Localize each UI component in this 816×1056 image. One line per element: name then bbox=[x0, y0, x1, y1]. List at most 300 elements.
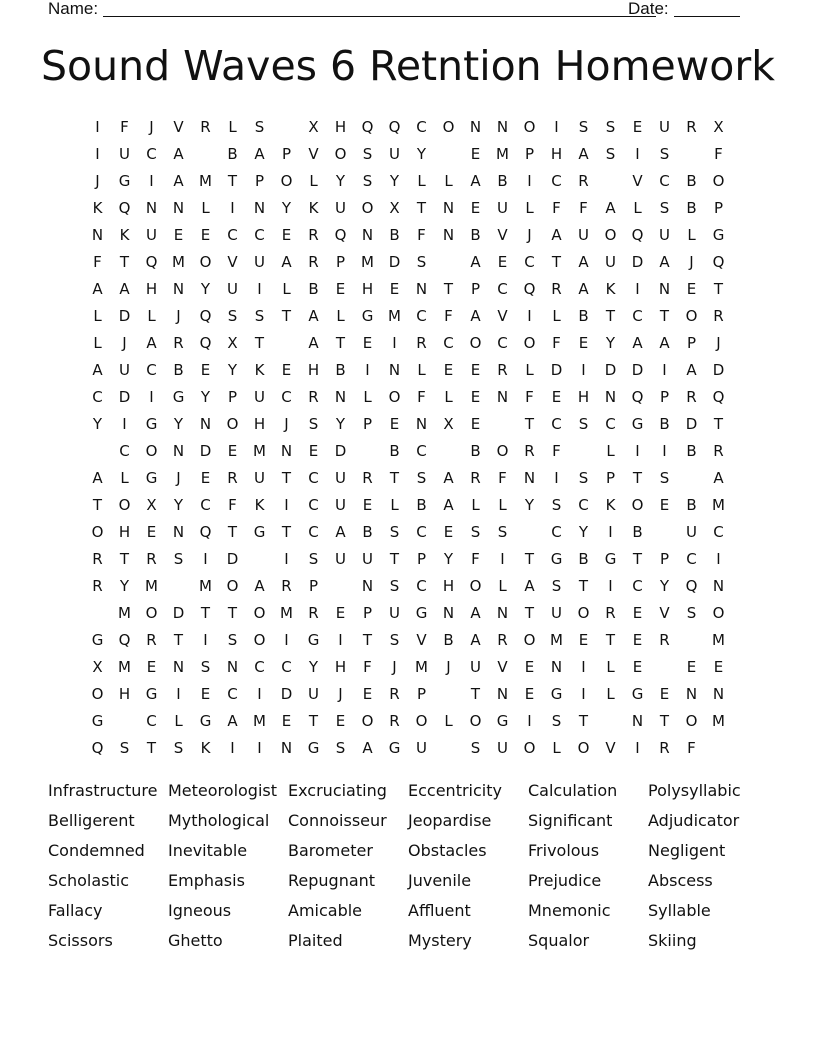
grid-letter: E bbox=[200, 685, 211, 703]
grid-letter: T bbox=[524, 604, 535, 622]
word-list bbox=[48, 776, 768, 956]
grid-letter: C bbox=[227, 685, 238, 703]
grid-letter: I bbox=[122, 415, 127, 433]
grid-letter: J bbox=[527, 226, 532, 244]
grid-letter: R bbox=[659, 631, 670, 649]
grid-letter: S bbox=[470, 523, 481, 541]
word-list-item: Inevitable bbox=[168, 841, 248, 860]
grid-letter: E bbox=[443, 523, 454, 541]
grid-letter: Q bbox=[388, 118, 401, 136]
grid-letter: E bbox=[335, 280, 346, 298]
grid-letter: A bbox=[308, 334, 319, 352]
grid-letter: Y bbox=[308, 658, 319, 676]
grid-letter: F bbox=[228, 496, 237, 514]
grid-letter: N bbox=[415, 415, 428, 433]
grid-letter: R bbox=[497, 631, 508, 649]
grid-letter: O bbox=[145, 604, 158, 622]
grid-letter: L bbox=[390, 496, 399, 514]
grid-letter: G bbox=[415, 604, 428, 622]
grid-letter: B bbox=[686, 442, 697, 460]
grid-letter: U bbox=[416, 739, 427, 757]
grid-letter: L bbox=[93, 307, 102, 325]
grid-letter: E bbox=[308, 442, 319, 460]
word-list-item: Connoisseur bbox=[288, 811, 387, 830]
grid-letter: T bbox=[524, 415, 535, 433]
grid-letter: S bbox=[659, 199, 670, 217]
grid-letter: P bbox=[524, 145, 535, 163]
grid-letter: B bbox=[335, 361, 346, 379]
grid-letter: A bbox=[578, 145, 589, 163]
grid-letter: C bbox=[92, 388, 103, 406]
grid-letter: B bbox=[659, 415, 670, 433]
grid-letter bbox=[84, 438, 111, 465]
grid-letter: F bbox=[120, 118, 129, 136]
grid-letter: P bbox=[362, 415, 373, 433]
grid-letter: U bbox=[551, 604, 562, 622]
grid-letter: O bbox=[577, 604, 590, 622]
grid-letter bbox=[435, 438, 462, 465]
grid-letter: Q bbox=[712, 253, 725, 271]
grid-letter: P bbox=[659, 550, 670, 568]
word-list-item: Negligent bbox=[648, 841, 726, 860]
grid-letter: I bbox=[662, 442, 667, 460]
grid-letter bbox=[435, 141, 462, 168]
grid-letter bbox=[678, 465, 705, 492]
grid-letter: O bbox=[253, 631, 266, 649]
grid-letter: J bbox=[176, 469, 181, 487]
grid-letter: G bbox=[631, 415, 644, 433]
grid-letter: Q bbox=[361, 118, 374, 136]
grid-letter: O bbox=[118, 496, 131, 514]
grid-letter: Q bbox=[91, 739, 104, 757]
grid-letter: N bbox=[442, 226, 455, 244]
grid-letter: A bbox=[254, 577, 265, 595]
grid-letter: K bbox=[200, 739, 211, 757]
grid-letter: B bbox=[686, 496, 697, 514]
grid-letter: O bbox=[388, 388, 401, 406]
grid-letter: L bbox=[633, 199, 642, 217]
grid-letter: C bbox=[497, 280, 508, 298]
grid-letter: R bbox=[551, 280, 562, 298]
grid-letter: G bbox=[307, 739, 320, 757]
grid-letter: N bbox=[496, 118, 509, 136]
grid-letter: V bbox=[173, 118, 184, 136]
grid-letter: L bbox=[417, 361, 426, 379]
grid-letter: J bbox=[176, 307, 181, 325]
grid-letter: N bbox=[496, 388, 509, 406]
grid-letter: I bbox=[338, 631, 343, 649]
grid-letter: U bbox=[389, 604, 400, 622]
grid-letter: I bbox=[662, 361, 667, 379]
grid-letter: G bbox=[91, 712, 104, 730]
grid-letter: E bbox=[389, 280, 400, 298]
grid-letter: L bbox=[120, 469, 129, 487]
grid-letter: T bbox=[281, 523, 292, 541]
grid-letter: M bbox=[172, 253, 185, 271]
grid-letter: U bbox=[335, 469, 346, 487]
grid-letter: N bbox=[91, 226, 104, 244]
grid-letter: C bbox=[416, 577, 427, 595]
grid-letter: T bbox=[227, 172, 238, 190]
grid-letter: S bbox=[578, 469, 589, 487]
grid-letter: R bbox=[389, 685, 400, 703]
grid-letter: Q bbox=[631, 226, 644, 244]
grid-letter: S bbox=[173, 739, 184, 757]
word-list-item: Abscess bbox=[648, 871, 713, 890]
grid-letter: F bbox=[714, 145, 723, 163]
grid-letter: U bbox=[308, 685, 319, 703]
grid-letter: C bbox=[524, 253, 535, 271]
grid-letter: P bbox=[254, 172, 265, 190]
grid-letter: T bbox=[389, 469, 400, 487]
grid-letter: E bbox=[470, 199, 481, 217]
grid-letter: I bbox=[635, 739, 640, 757]
grid-letter: X bbox=[389, 199, 400, 217]
word-list-item: Meteorologist bbox=[168, 781, 278, 800]
grid-letter: V bbox=[632, 172, 643, 190]
grid-letter: U bbox=[686, 523, 697, 541]
word-list-item: Ghetto bbox=[168, 931, 223, 950]
grid-letter: T bbox=[254, 334, 265, 352]
grid-letter: L bbox=[444, 388, 453, 406]
grid-letter bbox=[354, 438, 381, 465]
grid-letter: P bbox=[308, 577, 319, 595]
grid-letter: U bbox=[254, 253, 265, 271]
grid-letter: T bbox=[227, 604, 238, 622]
grid-letter: T bbox=[119, 253, 130, 271]
grid-letter: M bbox=[550, 631, 563, 649]
grid-letter: P bbox=[713, 199, 724, 217]
grid-letter: J bbox=[149, 118, 154, 136]
grid-letter: K bbox=[605, 280, 616, 298]
grid-letter: B bbox=[416, 496, 427, 514]
grid-letter: M bbox=[496, 145, 509, 163]
grid-letter: C bbox=[146, 145, 157, 163]
grid-letter: R bbox=[524, 442, 535, 460]
grid-letter: F bbox=[552, 199, 561, 217]
grid-letter: R bbox=[713, 307, 724, 325]
grid-letter: H bbox=[361, 280, 374, 298]
grid-letter: G bbox=[307, 631, 320, 649]
grid-letter: R bbox=[281, 577, 292, 595]
grid-letter: N bbox=[496, 604, 509, 622]
grid-letter: Y bbox=[281, 199, 292, 217]
grid-letter: A bbox=[632, 334, 643, 352]
grid-letter: H bbox=[253, 415, 266, 433]
grid-letter bbox=[678, 627, 705, 654]
grid-letter: R bbox=[470, 469, 481, 487]
grid-letter: Q bbox=[631, 388, 644, 406]
grid-letter: I bbox=[149, 172, 154, 190]
grid-letter: I bbox=[176, 685, 181, 703]
grid-letter: A bbox=[335, 523, 346, 541]
grid-letter: S bbox=[659, 145, 670, 163]
grid-letter bbox=[84, 600, 111, 627]
grid-letter: R bbox=[686, 118, 697, 136]
grid-letter: E bbox=[227, 442, 238, 460]
grid-letter: G bbox=[199, 712, 212, 730]
grid-letter: I bbox=[527, 712, 532, 730]
grid-letter: R bbox=[173, 334, 184, 352]
grid-letter: Q bbox=[334, 226, 347, 244]
word-list-item: Mnemonic bbox=[528, 901, 611, 920]
grid-letter: L bbox=[525, 361, 534, 379]
grid-letter: T bbox=[92, 496, 103, 514]
grid-letter: N bbox=[496, 685, 509, 703]
grid-letter: O bbox=[280, 172, 293, 190]
word-list-item: Excruciating bbox=[288, 781, 387, 800]
grid-letter: R bbox=[578, 172, 589, 190]
grid-letter: Y bbox=[335, 172, 346, 190]
grid-letter: N bbox=[712, 685, 725, 703]
grid-letter: O bbox=[469, 712, 482, 730]
grid-letter: I bbox=[284, 550, 289, 568]
grid-letter: O bbox=[145, 442, 158, 460]
grid-letter bbox=[435, 249, 462, 276]
grid-letter: V bbox=[416, 631, 427, 649]
grid-letter: L bbox=[552, 307, 561, 325]
grid-letter: P bbox=[281, 145, 292, 163]
grid-letter bbox=[651, 654, 678, 681]
grid-letter: M bbox=[253, 442, 266, 460]
grid-letter bbox=[651, 519, 678, 546]
grid-letter: E bbox=[524, 685, 535, 703]
grid-letter: E bbox=[713, 658, 724, 676]
grid-letter: O bbox=[334, 145, 347, 163]
grid-letter: R bbox=[308, 388, 319, 406]
grid-letter: G bbox=[361, 307, 374, 325]
grid-letter: E bbox=[524, 658, 535, 676]
grid-letter: I bbox=[257, 685, 262, 703]
word-list-item: Jeopardise bbox=[408, 811, 492, 830]
grid-letter: K bbox=[308, 199, 319, 217]
grid-letter: D bbox=[226, 550, 239, 568]
grid-letter: C bbox=[308, 496, 319, 514]
grid-letter: C bbox=[416, 442, 427, 460]
grid-letter: T bbox=[632, 550, 643, 568]
grid-letter: S bbox=[335, 739, 346, 757]
grid-letter: R bbox=[200, 118, 211, 136]
grid-letter: C bbox=[578, 496, 589, 514]
grid-letter: S bbox=[362, 145, 373, 163]
grid-letter: L bbox=[282, 280, 291, 298]
grid-letter: M bbox=[199, 577, 212, 595]
grid-letter: A bbox=[605, 199, 616, 217]
grid-letter: T bbox=[416, 199, 427, 217]
grid-letter: J bbox=[392, 658, 397, 676]
grid-letter: U bbox=[119, 145, 130, 163]
grid-letter: T bbox=[632, 469, 643, 487]
grid-letter: A bbox=[524, 577, 535, 595]
name-field-line[interactable] bbox=[103, 0, 656, 17]
grid-letter: Q bbox=[199, 334, 212, 352]
grid-letter: K bbox=[119, 226, 130, 244]
grid-letter bbox=[435, 735, 462, 762]
grid-letter: D bbox=[280, 685, 293, 703]
header bbox=[48, 0, 742, 20]
grid-letter bbox=[597, 708, 624, 735]
word-list-item: Adjudicator bbox=[648, 811, 740, 830]
grid-letter: H bbox=[442, 577, 455, 595]
grid-letter: N bbox=[469, 118, 482, 136]
grid-letter: N bbox=[280, 739, 293, 757]
grid-letter: C bbox=[551, 523, 562, 541]
grid-letter: I bbox=[365, 361, 370, 379]
grid-letter: N bbox=[631, 712, 644, 730]
grid-letter: S bbox=[605, 118, 616, 136]
grid-letter: D bbox=[199, 442, 212, 460]
grid-letter: N bbox=[334, 388, 347, 406]
grid-letter: R bbox=[416, 334, 427, 352]
grid-letter: T bbox=[578, 712, 589, 730]
grid-letter: N bbox=[442, 199, 455, 217]
grid-letter: L bbox=[336, 307, 345, 325]
grid-letter: I bbox=[527, 307, 532, 325]
grid-letter: D bbox=[631, 361, 644, 379]
word-list-item: Mythological bbox=[168, 811, 270, 830]
grid-letter: E bbox=[686, 280, 697, 298]
grid-letter: E bbox=[362, 496, 373, 514]
grid-letter: E bbox=[551, 388, 562, 406]
grid-letter: E bbox=[146, 523, 157, 541]
grid-letter: M bbox=[145, 577, 158, 595]
grid-letter: Y bbox=[524, 496, 535, 514]
grid-letter: D bbox=[388, 253, 401, 271]
grid-letter: F bbox=[363, 658, 372, 676]
grid-letter: U bbox=[227, 280, 238, 298]
grid-letter: O bbox=[415, 712, 428, 730]
grid-letter: I bbox=[500, 550, 505, 568]
grid-letter: N bbox=[199, 415, 212, 433]
grid-letter: R bbox=[308, 226, 319, 244]
grid-letter: A bbox=[470, 604, 481, 622]
grid-letter: D bbox=[712, 361, 725, 379]
grid-letter: B bbox=[578, 550, 589, 568]
grid-letter: T bbox=[578, 577, 589, 595]
grid-letter: F bbox=[579, 199, 588, 217]
grid-letter: I bbox=[608, 523, 613, 541]
grid-letter: A bbox=[92, 280, 103, 298]
grid-letter: S bbox=[389, 523, 400, 541]
grid-letter: D bbox=[334, 442, 347, 460]
grid-letter: I bbox=[257, 280, 262, 298]
grid-letter: A bbox=[578, 253, 589, 271]
word-list-item: Emphasis bbox=[168, 871, 245, 890]
grid-letter: Q bbox=[523, 280, 536, 298]
grid-letter: E bbox=[470, 361, 481, 379]
grid-letter: I bbox=[581, 658, 586, 676]
grid-letter: E bbox=[146, 658, 157, 676]
grid-letter: E bbox=[281, 361, 292, 379]
grid-letter: F bbox=[417, 226, 426, 244]
grid-letter: J bbox=[338, 685, 343, 703]
grid-letter: A bbox=[173, 145, 184, 163]
grid-letter: T bbox=[659, 712, 670, 730]
grid-letter: G bbox=[118, 172, 131, 190]
grid-letter: C bbox=[713, 523, 724, 541]
word-list-item: Repugnant bbox=[288, 871, 376, 890]
grid-letter: H bbox=[145, 280, 158, 298]
grid-letter: S bbox=[254, 118, 265, 136]
grid-letter: V bbox=[308, 145, 319, 163]
grid-letter: I bbox=[95, 118, 100, 136]
grid-letter: T bbox=[713, 280, 724, 298]
grid-letter: C bbox=[281, 388, 292, 406]
grid-letter: N bbox=[253, 199, 266, 217]
grid-letter: S bbox=[227, 631, 238, 649]
grid-letter: M bbox=[712, 631, 725, 649]
grid-letter: O bbox=[712, 172, 725, 190]
grid-letter: A bbox=[443, 469, 454, 487]
grid-letter: E bbox=[686, 658, 697, 676]
page-title: Sound Waves 6 Retntion Homework bbox=[41, 42, 775, 90]
grid-letter: Y bbox=[200, 280, 211, 298]
grid-letter: I bbox=[581, 361, 586, 379]
grid-letter: V bbox=[227, 253, 238, 271]
grid-letter: R bbox=[686, 388, 697, 406]
grid-letter: R bbox=[713, 442, 724, 460]
grid-letter: P bbox=[416, 550, 427, 568]
grid-letter: E bbox=[659, 685, 670, 703]
grid-letter: N bbox=[172, 199, 185, 217]
word-list-item: Mystery bbox=[408, 931, 472, 950]
grid-letter: O bbox=[496, 442, 509, 460]
grid-letter: G bbox=[496, 712, 509, 730]
grid-letter: V bbox=[497, 226, 508, 244]
grid-letter: S bbox=[497, 523, 508, 541]
grid-letter: C bbox=[659, 172, 670, 190]
grid-letter: P bbox=[686, 334, 697, 352]
grid-letter: D bbox=[550, 361, 563, 379]
grid-letter: M bbox=[712, 712, 725, 730]
word-list-item: Affluent bbox=[408, 901, 471, 920]
grid-letter: N bbox=[172, 658, 185, 676]
grid-letter: E bbox=[470, 388, 481, 406]
grid-letter: T bbox=[227, 523, 238, 541]
grid-letter: S bbox=[254, 307, 265, 325]
grid-letter: A bbox=[551, 226, 562, 244]
grid-letter: O bbox=[361, 199, 374, 217]
grid-letter: R bbox=[308, 604, 319, 622]
grid-letter bbox=[327, 573, 354, 600]
grid-letter: U bbox=[659, 118, 670, 136]
grid-letter: U bbox=[119, 361, 130, 379]
grid-letter: D bbox=[118, 388, 131, 406]
grid-letter: S bbox=[389, 631, 400, 649]
grid-letter: D bbox=[118, 307, 131, 325]
grid-letter: X bbox=[227, 334, 238, 352]
grid-letter: I bbox=[635, 280, 640, 298]
grid-letter: P bbox=[362, 604, 373, 622]
grid-letter: H bbox=[118, 685, 131, 703]
grid-letter: M bbox=[361, 253, 374, 271]
grid-letter: C bbox=[551, 415, 562, 433]
grid-letter: U bbox=[578, 226, 589, 244]
date-field-line[interactable] bbox=[674, 0, 740, 17]
grid-letter: C bbox=[254, 658, 265, 676]
grid-letter: T bbox=[551, 253, 562, 271]
grid-letter: F bbox=[525, 388, 534, 406]
grid-letter: E bbox=[578, 631, 589, 649]
grid-letter: A bbox=[362, 739, 373, 757]
grid-letter: C bbox=[308, 523, 319, 541]
grid-letter: M bbox=[199, 172, 212, 190]
grid-letter: A bbox=[92, 361, 103, 379]
grid-letter: E bbox=[659, 496, 670, 514]
grid-letter: U bbox=[470, 658, 481, 676]
grid-letter: N bbox=[172, 280, 185, 298]
grid-letter: Y bbox=[119, 577, 130, 595]
